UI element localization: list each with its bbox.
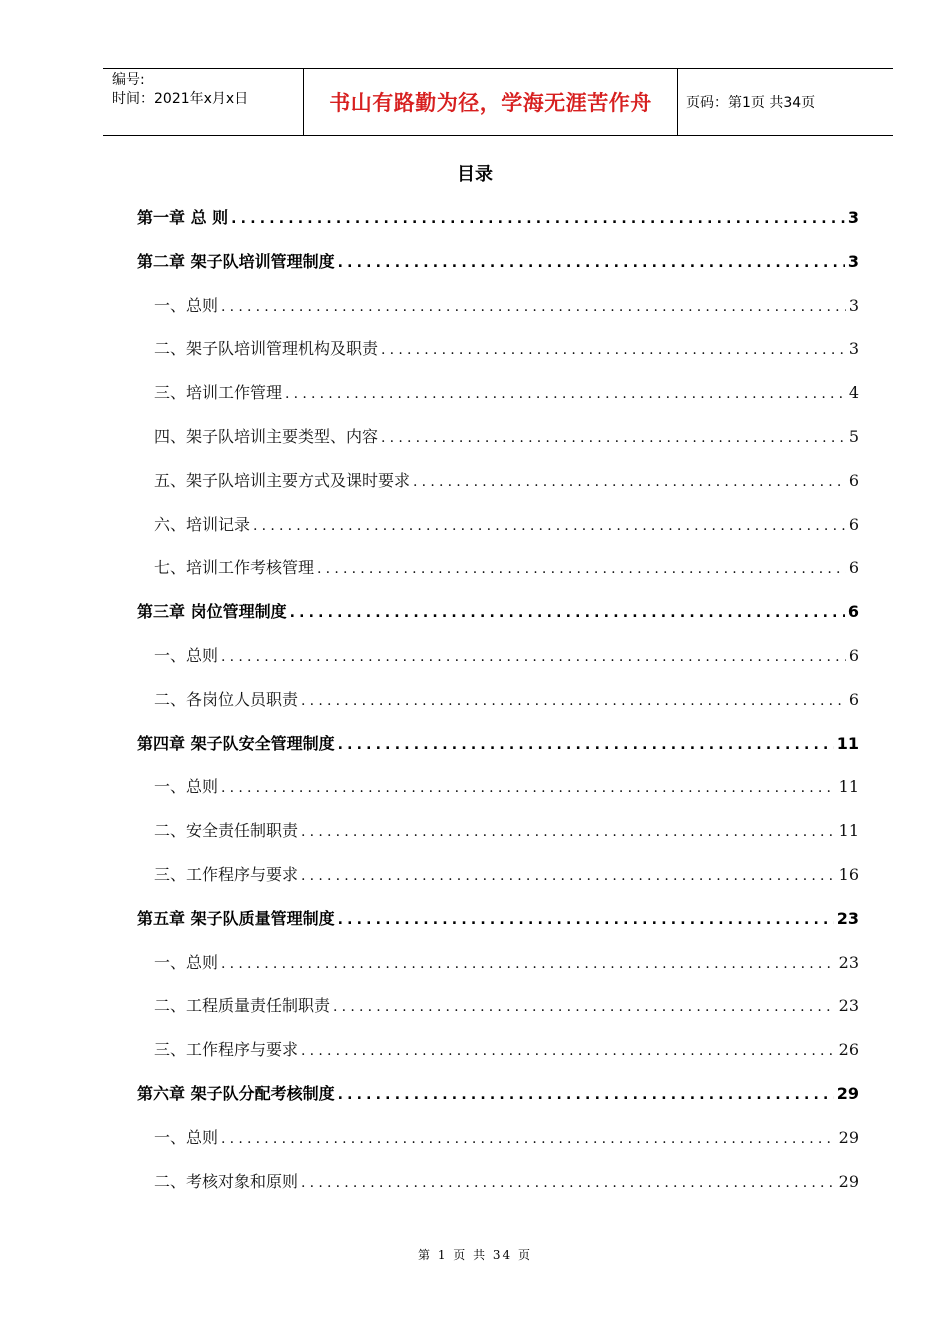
toc-entry-label: 第五章 架子队质量管理制度 [137, 908, 335, 928]
toc-entry-page-number: 6 [848, 470, 859, 490]
toc-entry-label: 一、总则 [154, 295, 219, 315]
toc-dot-leader [221, 1118, 836, 1162]
toc-dot-leader [338, 899, 834, 943]
toc-entry-label: 一、总则 [154, 645, 219, 665]
page-header [103, 68, 893, 136]
toc-chapter-entry[interactable] [137, 240, 859, 284]
toc-section-entry[interactable] [137, 765, 859, 809]
toc-entry-page-number: 3 [847, 208, 859, 227]
toc-section-entry[interactable] [137, 809, 859, 853]
toc-dot-leader [338, 1074, 834, 1118]
toc-entry-page-number: 6 [848, 558, 859, 578]
toc-dot-leader [301, 855, 836, 899]
document-number-label: 编号: [112, 72, 145, 88]
toc-dot-leader [221, 767, 836, 811]
toc-chapter-entry[interactable] [137, 897, 859, 941]
toc-entry-label: 六、培训记录 [154, 514, 251, 534]
toc-entry-label: 四、架子队培训主要类型、内容 [154, 426, 379, 446]
toc-entry-page-number: 4 [848, 383, 859, 403]
toc-entry-page-number: 5 [848, 426, 859, 446]
toc-entry-page-number: 3 [848, 339, 859, 359]
toc-entry-page-number: 6 [848, 514, 859, 534]
toc-dot-leader [381, 417, 846, 461]
toc-section-entry[interactable] [137, 371, 859, 415]
toc-entry-label: 第一章 总 则 [137, 208, 229, 227]
table-of-contents [137, 196, 859, 1203]
toc-chapter-entry[interactable] [137, 590, 859, 634]
toc-section-entry[interactable] [137, 327, 859, 371]
toc-dot-leader [231, 198, 845, 242]
toc-entry-label: 一、总则 [154, 777, 219, 797]
toc-dot-leader [301, 680, 846, 724]
toc-chapter-entry[interactable] [137, 1072, 859, 1116]
toc-entry-label: 第二章 架子队培训管理制度 [137, 251, 335, 271]
toc-entry-label: 三、工作程序与要求 [154, 1040, 299, 1060]
toc-entry-page-number: 29 [838, 1171, 859, 1191]
toc-title: 目录 [457, 164, 493, 185]
toc-dot-leader [221, 286, 846, 330]
toc-dot-leader [333, 986, 836, 1030]
toc-section-entry[interactable] [137, 678, 859, 722]
header-page-info: 页码：第1页 共34页 [686, 95, 816, 111]
toc-dot-leader [221, 636, 846, 680]
page-footer: 第 1 页 共 34 页 [418, 1248, 532, 1262]
toc-entry-page-number: 23 [838, 952, 859, 972]
toc-entry-page-number: 11 [838, 821, 859, 841]
toc-section-entry[interactable] [137, 415, 859, 459]
toc-dot-leader [253, 505, 846, 549]
toc-entry-page-number: 6 [848, 645, 859, 665]
toc-dot-leader [338, 242, 845, 286]
toc-entry-page-number: 16 [838, 864, 859, 884]
toc-entry-page-number: 6 [847, 602, 859, 622]
toc-section-entry[interactable] [137, 853, 859, 897]
toc-entry-label: 二、各岗位人员职责 [154, 689, 299, 709]
toc-dot-leader [290, 592, 845, 636]
toc-entry-page-number: 29 [838, 1127, 859, 1147]
document-time-label: 时间：2021年x月x日 [112, 91, 249, 107]
toc-section-entry[interactable] [137, 634, 859, 678]
toc-dot-leader [285, 373, 846, 417]
toc-entry-page-number: 26 [838, 1040, 859, 1060]
toc-entry-page-number: 6 [848, 689, 859, 709]
toc-dot-leader [317, 548, 846, 592]
toc-section-entry[interactable] [137, 984, 859, 1028]
toc-entry-label: 二、安全责任制职责 [154, 821, 299, 841]
toc-dot-leader [221, 943, 836, 987]
toc-section-entry[interactable] [137, 941, 859, 985]
toc-entry-label: 一、总则 [154, 952, 219, 972]
toc-entry-page-number: 23 [836, 908, 859, 928]
toc-section-entry[interactable] [137, 1160, 859, 1204]
header-meta [103, 69, 304, 135]
toc-dot-leader [381, 329, 846, 373]
toc-section-entry[interactable] [137, 1116, 859, 1160]
toc-entry-label: 一、总则 [154, 1127, 219, 1147]
toc-entry-page-number: 11 [838, 777, 859, 797]
toc-entry-label: 二、架子队培训管理机构及职责 [154, 339, 379, 359]
header-motto: 书山有路勤为径，学海无涯苦作舟 [304, 69, 678, 135]
toc-section-entry[interactable] [137, 1028, 859, 1072]
toc-section-entry[interactable] [137, 459, 859, 503]
toc-entry-page-number: 23 [838, 996, 859, 1016]
toc-entry-page-number: 11 [836, 733, 859, 753]
toc-entry-page-number: 3 [847, 251, 859, 271]
toc-entry-label: 二、工程质量责任制职责 [154, 996, 331, 1016]
toc-section-entry[interactable] [137, 546, 859, 590]
toc-entry-label: 五、架子队培训主要方式及课时要求 [154, 470, 411, 490]
toc-entry-page-number: 29 [836, 1083, 859, 1103]
toc-entry-label: 三、工作程序与要求 [154, 864, 299, 884]
toc-section-entry[interactable] [137, 503, 859, 547]
toc-entry-label: 第三章 岗位管理制度 [137, 602, 287, 622]
toc-dot-leader [301, 1162, 836, 1206]
toc-entry-label: 二、考核对象和原则 [154, 1171, 299, 1191]
toc-dot-leader [338, 724, 834, 768]
toc-entry-label: 三、培训工作管理 [154, 383, 283, 403]
toc-chapter-entry[interactable] [137, 722, 859, 766]
toc-dot-leader [301, 811, 836, 855]
toc-dot-leader [413, 461, 846, 505]
toc-entry-label: 第六章 架子队分配考核制度 [137, 1083, 335, 1103]
toc-chapter-entry[interactable] [137, 196, 859, 240]
toc-entry-label: 第四章 架子队安全管理制度 [137, 733, 335, 753]
toc-section-entry[interactable] [137, 284, 859, 328]
toc-entry-page-number: 3 [848, 295, 859, 315]
toc-dot-leader [301, 1030, 836, 1074]
toc-entry-label: 七、培训工作考核管理 [154, 558, 315, 578]
